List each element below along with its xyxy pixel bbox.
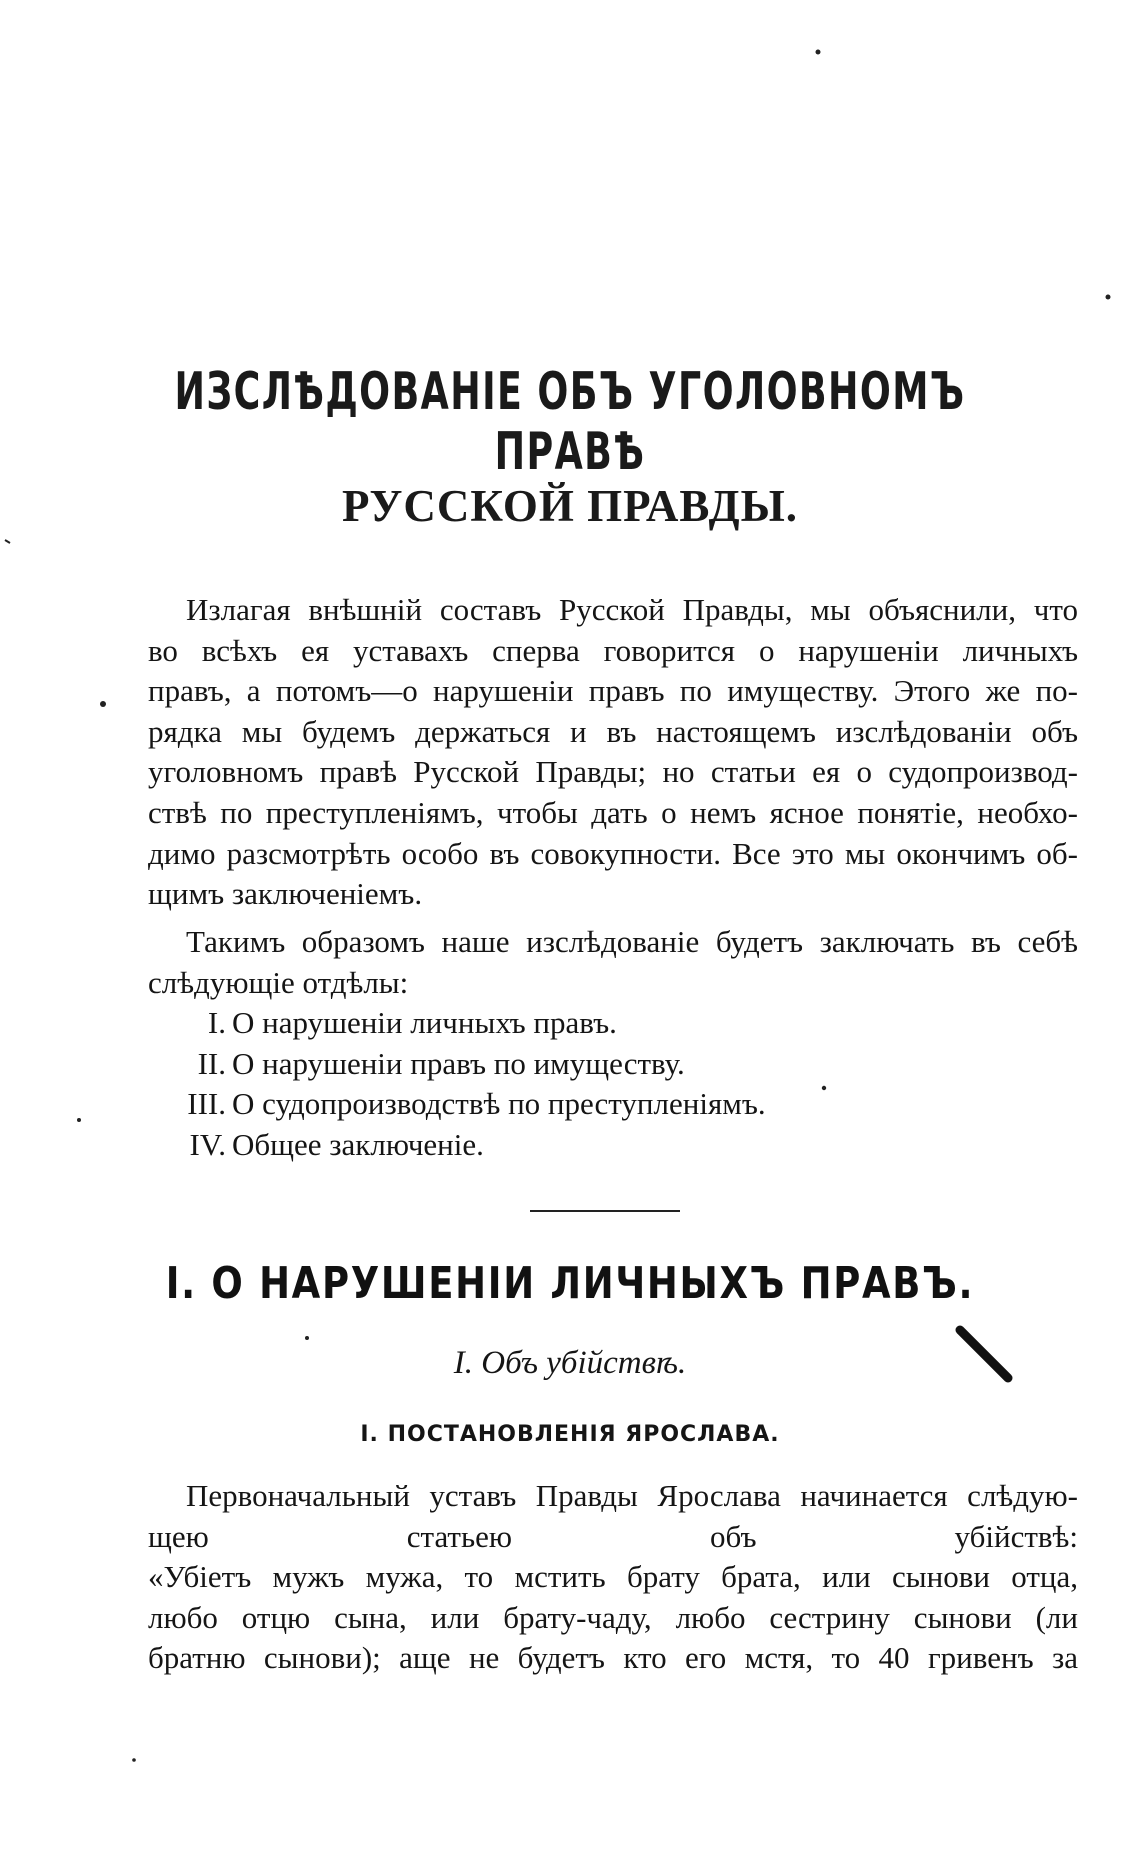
- outline-item: [178, 1125, 766, 1166]
- outline-item-number: I.: [207, 1005, 226, 1040]
- text-line: братню сынови); аще не будетъ кто его мстя, то 40 гривенъ за: [148, 1640, 1078, 1676]
- text-line: Излагая внѣшній составъ Русской Правды, мы объяснили, что: [186, 592, 1078, 627]
- speck: [816, 50, 821, 55]
- outline-list: [178, 1003, 766, 1165]
- text-line: уголовномъ правѣ Русской Правды; но статьи ея о судопроизвод-: [148, 754, 1078, 790]
- text-line: во всѣхъ ея уставахъ сперва говорится о нарушеніи личныхъ: [148, 632, 1078, 668]
- text-line: ствѣ по преступленіямъ, чтобы дать о немъ ясное понятіе, необхо-: [148, 794, 1078, 830]
- speck: [77, 1118, 81, 1122]
- text-line: любо отцю сына, или брату-чаду, любо сестрину сынови (ли: [148, 1599, 1078, 1635]
- text-line: Первоначальный уставъ Правды Ярослава начинается слѣдую-: [186, 1478, 1078, 1513]
- intro-paragraph: [148, 590, 1078, 915]
- text-line: «Убіетъ мужъ мужа, то мстить брату брата, или сынови отца,: [148, 1559, 1078, 1595]
- text-line: рядка мы будемъ держаться и въ настоящемъ изслѣдованіи объ: [148, 713, 1078, 749]
- article-paragraph: [148, 1476, 1078, 1679]
- speck: [5, 540, 10, 543]
- speck: [305, 1336, 309, 1340]
- speck: [100, 701, 106, 707]
- subsection-title: I. ПОСТАНОВЛЕНІЯ ЯРОСЛАВА.: [360, 1422, 780, 1447]
- outline-item-number: III.: [187, 1086, 226, 1122]
- speck: [1106, 295, 1111, 300]
- text-line: правъ, а потомъ—о нарушеніи правъ по имуществу. Этого же по-: [148, 673, 1078, 709]
- text-line: димо разсмотрѣть особо въ совокупности. Все это мы окончимъ об-: [148, 835, 1078, 871]
- outline-item: [178, 1044, 766, 1085]
- section-title: I. Объ убійствѣ.: [453, 1345, 687, 1381]
- outline-item-number: IV.: [189, 1126, 226, 1162]
- chapter-title: I. О НАРУШЕНІИ ЛИЧНЫХЪ ПРАВЪ.: [165, 1258, 975, 1309]
- outline-item-label: О нарушеніи правъ по имуществу.: [232, 1045, 685, 1081]
- section-divider: [530, 1210, 680, 1212]
- outline-item-label: Общее заключеніе.: [232, 1126, 484, 1162]
- main-title: ИЗСЛѢДОВАНІЕ ОБЪ УГОЛОВНОМЪ ПРАВѢ: [174, 362, 966, 482]
- speck: [132, 1758, 136, 1762]
- text-line: слѣдующіе отдѣлы:: [148, 964, 409, 1000]
- sub-title: РУССКОЙ ПРАВДЫ.: [341, 481, 799, 531]
- text-line: щею статьею объ убійствѣ:: [148, 1518, 1078, 1554]
- outline-item-label: О нарушеніи личныхъ правъ.: [232, 1005, 617, 1040]
- outline-item-number: II.: [197, 1045, 226, 1081]
- outline-intro-paragraph: [148, 922, 1078, 1003]
- outline-item-label: О судопроизводствѣ по преступленіямъ.: [232, 1086, 766, 1122]
- outline-item: [178, 1003, 766, 1044]
- text-line: щимъ заключеніемъ.: [148, 876, 423, 912]
- speck: [822, 1086, 826, 1090]
- text-line: Такимъ образомъ наше изслѣдованіе будетъ заключать въ себѣ: [186, 924, 1078, 959]
- outline-item: [178, 1084, 766, 1125]
